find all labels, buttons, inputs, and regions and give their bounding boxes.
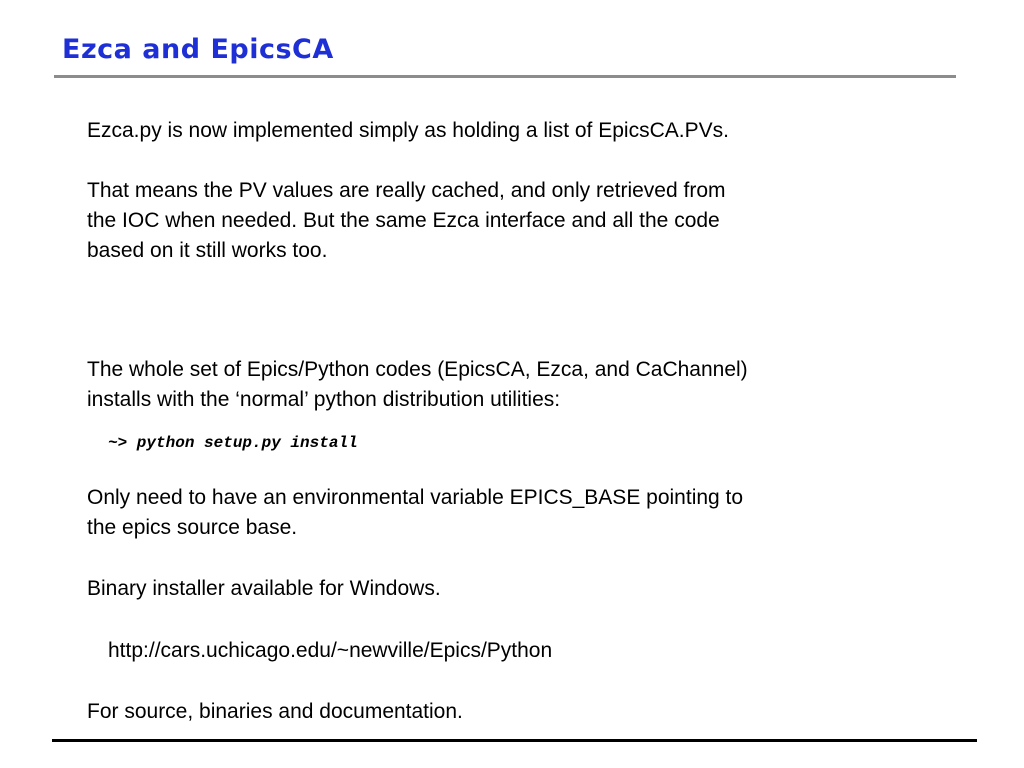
text-line: For source, binaries and documentation.: [87, 700, 463, 723]
project-url-link[interactable]: http://cars.uchicago.edu/~newville/Epics/Python: [108, 639, 553, 662]
text-line: installs with the ‘normal’ python distribution utilities:: [87, 388, 561, 411]
text-line: based on it still works too.: [87, 239, 328, 262]
paragraph-ezca-implementation: [87, 116, 729, 146]
text-line: That means the PV values are really cached, and only retrieved from: [87, 179, 726, 202]
install-command: ~> python setup.py install: [108, 434, 358, 452]
paragraph-epics-base: [87, 483, 743, 543]
slide-title: Ezca and EpicsCA: [62, 34, 334, 65]
paragraph-installation: [87, 355, 748, 415]
title-divider: [54, 75, 956, 78]
footer-divider: [52, 739, 977, 742]
text-line: The whole set of Epics/Python codes (EpicsCA, Ezca, and CaChannel): [87, 358, 748, 381]
text-line: Binary installer available for Windows.: [87, 577, 441, 600]
text-line: Ezca.py is now implemented simply as holding a list of EpicsCA.PVs.: [87, 119, 729, 142]
paragraph-documentation: [87, 697, 463, 727]
paragraph-pv-caching: [87, 176, 726, 266]
text-line: the IOC when needed. But the same Ezca interface and all the code: [87, 209, 720, 232]
text-line: the epics source base.: [87, 516, 298, 539]
text-line: Only need to have an environmental variable EPICS_BASE pointing to: [87, 486, 744, 509]
paragraph-windows-installer: [87, 574, 441, 604]
